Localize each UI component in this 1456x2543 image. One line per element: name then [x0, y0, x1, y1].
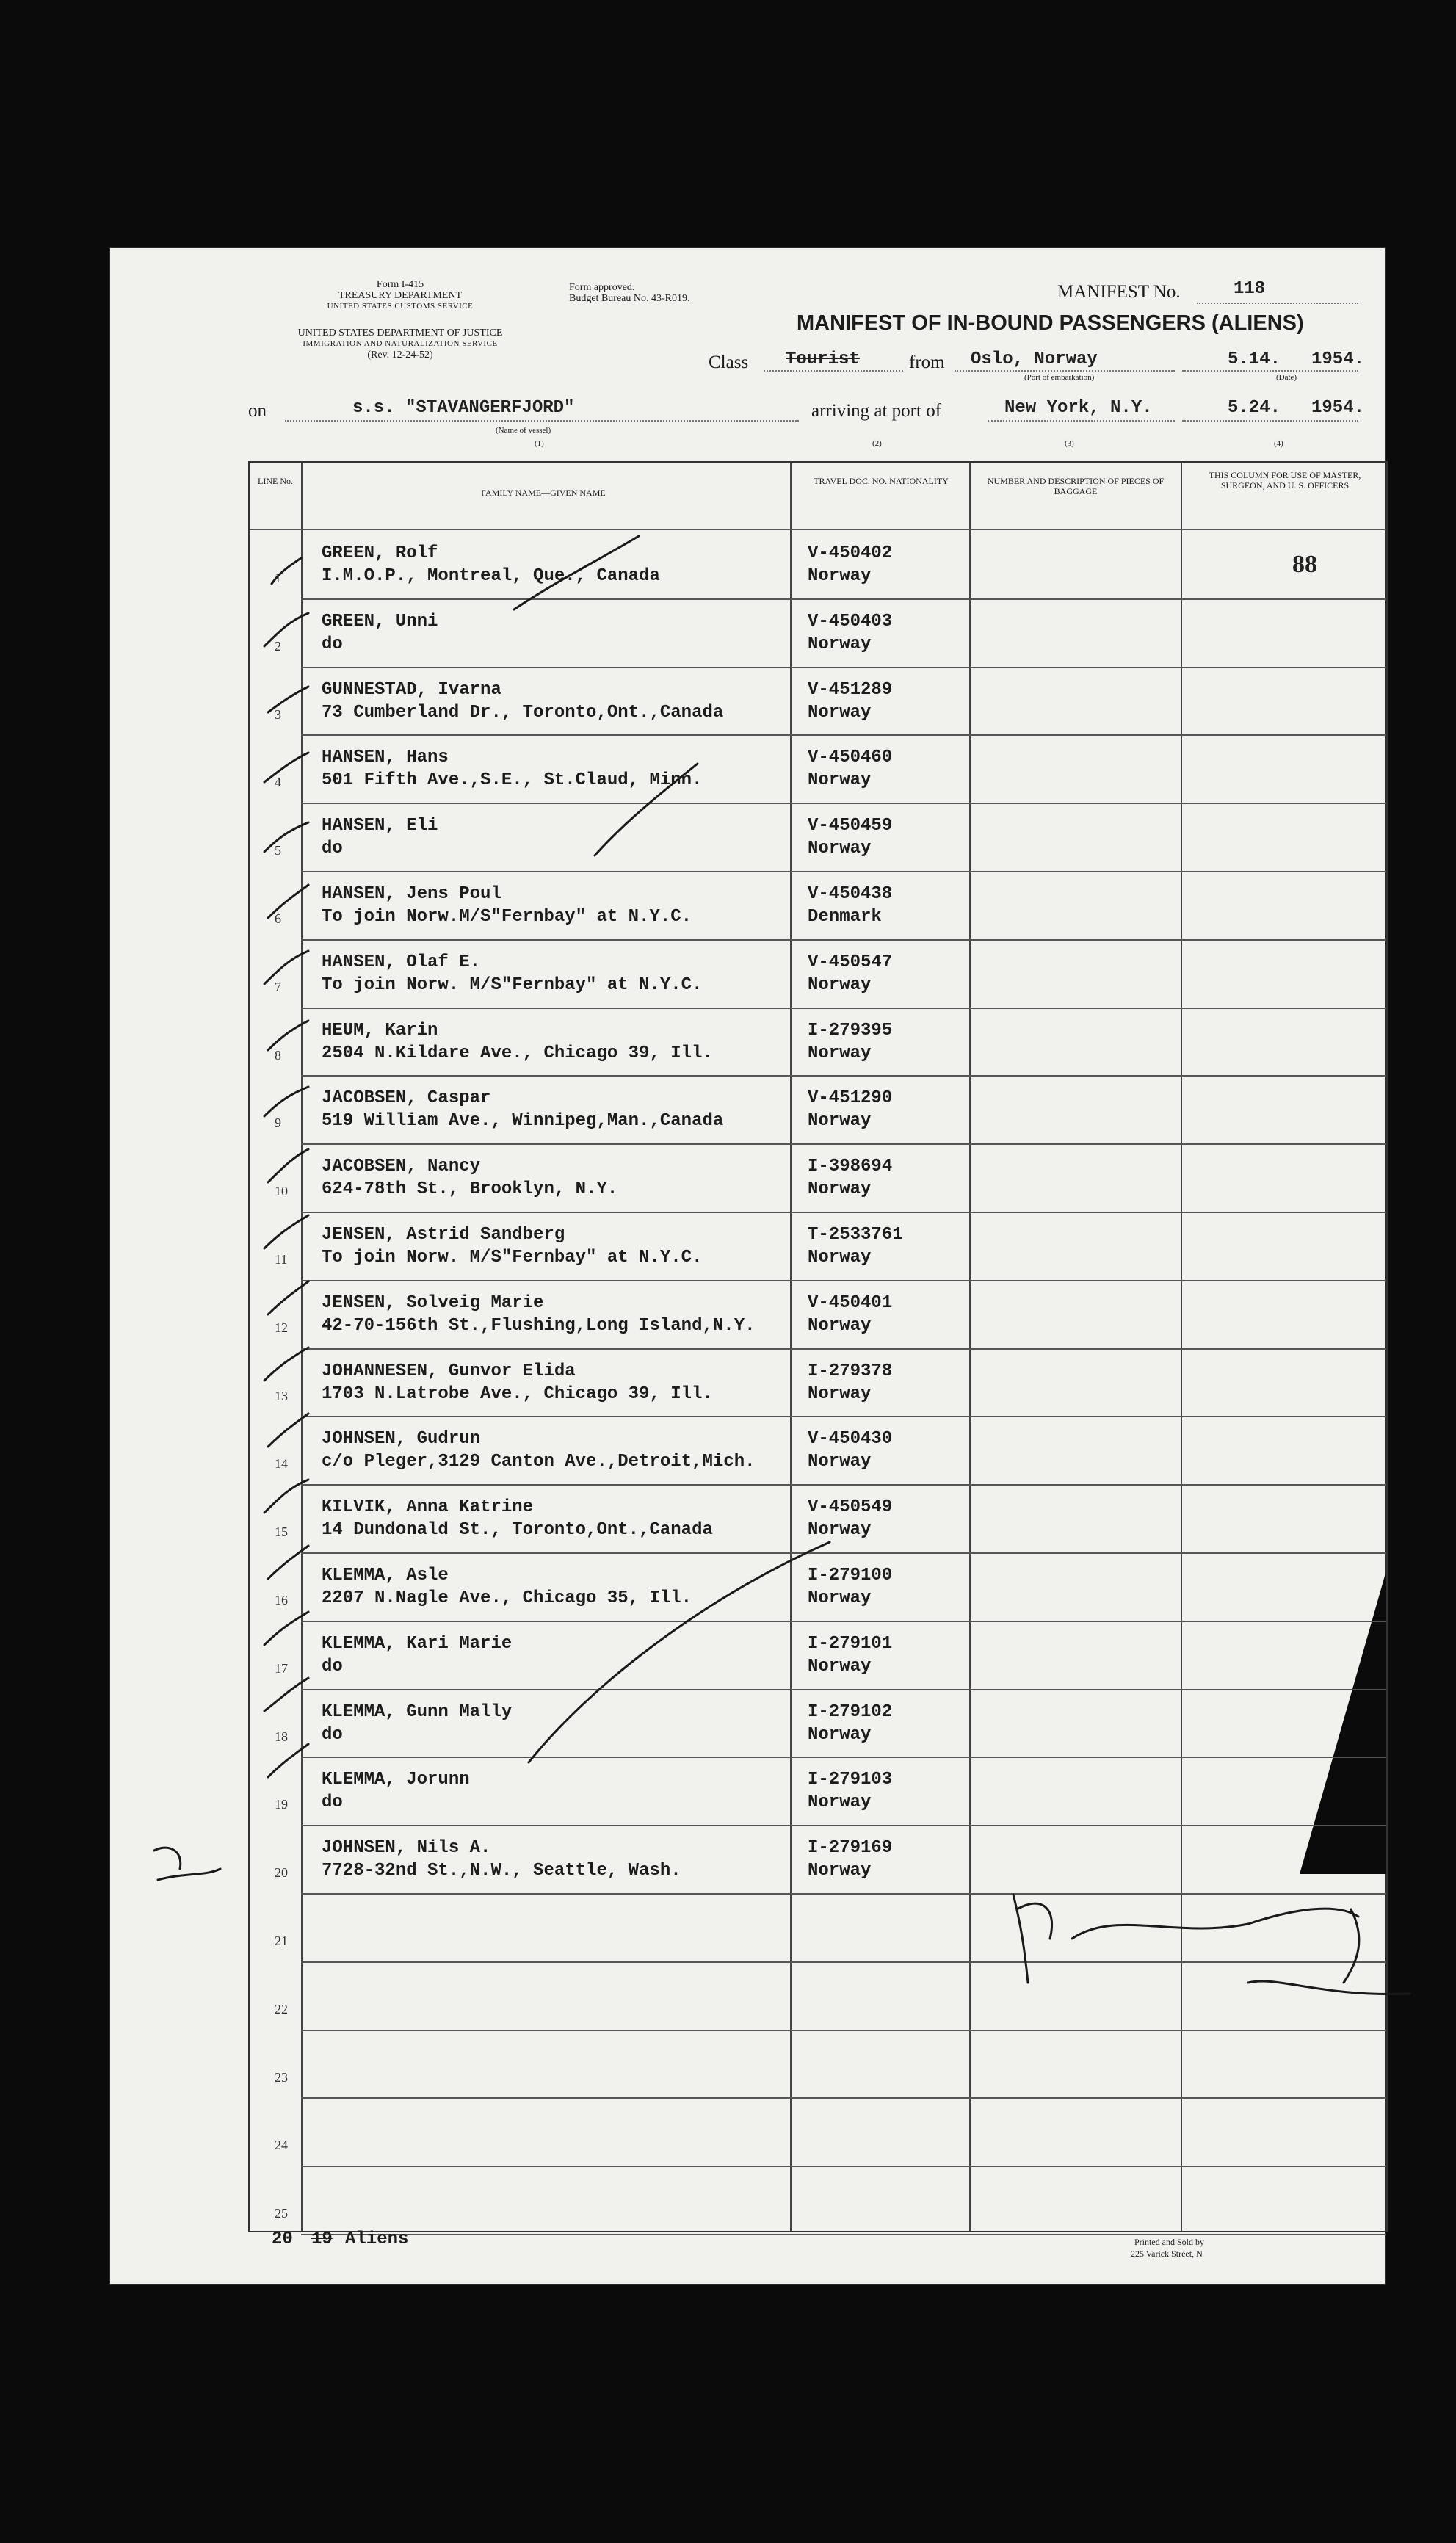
line-number: 16: [275, 1593, 288, 1607]
header-line-no: LINE No.: [258, 476, 293, 486]
nationality: Norway: [808, 702, 872, 723]
checkmark: [268, 1149, 308, 1182]
footer-struck-count: 19: [311, 2229, 333, 2249]
class-value: Tourist: [786, 350, 860, 369]
passenger-address: 42-70-156th St.,Flushing,Long Island,N.Y.: [322, 1315, 756, 1336]
line-number: 23: [275, 2069, 288, 2085]
passenger-address: do: [322, 1793, 343, 1813]
passenger-address: 1703 N.Latrobe Ave., Chicago 39, Ill.: [322, 1383, 713, 1404]
travel-doc-number: V-451290: [808, 1088, 893, 1109]
checkmark: [264, 1348, 308, 1381]
travel-doc-number: V-450430: [808, 1429, 893, 1450]
stroke-mark: [595, 764, 698, 855]
checkmark: [264, 1087, 308, 1116]
nationality: Denmark: [808, 907, 882, 927]
form-rev: (Rev. 12-24-52): [367, 350, 433, 361]
checkmark: [264, 753, 308, 782]
stroke-mark: [529, 1542, 830, 1762]
treasury-dept: TREASURY DEPARTMENT: [338, 290, 463, 301]
vessel-value: s.s. "STAVANGERFJORD": [352, 398, 575, 418]
nationality: Norway: [808, 1793, 872, 1813]
year1-value: 1954.: [1311, 350, 1365, 369]
travel-doc-number: V-450460: [808, 748, 893, 768]
checkmark: [268, 687, 308, 712]
form-number: Form I-415: [376, 279, 424, 290]
passenger-address: 73 Cumberland Dr., Toronto,Ont.,Canada: [322, 702, 724, 723]
nationality: Norway: [808, 1656, 872, 1676]
date1-value: 5.14.: [1228, 350, 1281, 369]
header-baggage: NUMBER AND DESCRIPTION OF PIECES OF BAGGAGE: [987, 476, 1165, 496]
line-number: 18: [275, 1729, 288, 1744]
passenger-name: KLEMMA, Gunn Mally: [322, 1701, 513, 1722]
travel-doc-number: V-450403: [808, 611, 893, 632]
arriving-label: arriving at port of: [811, 401, 942, 421]
port-value: New York, N.Y.: [1004, 398, 1153, 418]
manifest-no-label: MANIFEST No.: [1057, 282, 1181, 302]
passenger-address: do: [322, 634, 343, 654]
passenger-name: KLEMMA, Jorunn: [322, 1770, 470, 1790]
line-number: 5: [275, 843, 281, 858]
margin-note: [154, 1848, 220, 1880]
ins-service: IMMIGRATION AND NATURALIZATION SERVICE: [303, 339, 498, 348]
header-officers: THIS COLUMN FOR USE OF MASTER, SURGEON, AND U. S. OFFICERS: [1209, 470, 1361, 491]
passenger-name: JACOBSEN, Nancy: [322, 1157, 481, 1177]
header-name: FAMILY NAME—GIVEN NAME: [481, 488, 606, 498]
checkmark: [268, 1744, 308, 1777]
checkmark: [264, 1480, 308, 1513]
nationality: Norway: [808, 1588, 872, 1608]
budget-bureau: Budget Bureau No. 43-R019.: [569, 293, 690, 304]
header-doc: TRAVEL DOC. NO. NATIONALITY: [814, 476, 949, 486]
travel-doc-number: V-450459: [808, 816, 893, 836]
passenger-address: 2207 N.Nagle Ave., Chicago 35, Ill.: [322, 1588, 692, 1608]
nationality: Norway: [808, 974, 872, 995]
line-number: 20: [275, 1865, 288, 1881]
checkmark: [268, 1281, 308, 1314]
travel-doc-number: V-450549: [808, 1497, 893, 1518]
travel-doc-number: I-279100: [808, 1566, 893, 1585]
line-number: 15: [275, 1524, 288, 1540]
footer-count: 20: [272, 2229, 293, 2249]
officer-note: 88: [1292, 551, 1317, 578]
line-number: 17: [275, 1660, 288, 1676]
line-number: 3: [275, 706, 281, 722]
travel-doc-number: I-279169: [808, 1838, 893, 1859]
checkmark: [264, 951, 308, 984]
on-label: on: [248, 401, 267, 421]
travel-doc-number: I-279103: [808, 1770, 893, 1790]
customs-service: UNITED STATES CUSTOMS SERVICE: [327, 302, 474, 311]
passenger-address: 7728-32nd St.,N.W., Seattle, Wash.: [322, 1861, 681, 1881]
nationality: Norway: [808, 839, 872, 859]
line-number: 2: [275, 638, 281, 654]
nationality: Norway: [808, 1043, 872, 1063]
passenger-address: c/o Pleger,3129 Canton Ave.,Detroit,Mich.: [322, 1452, 756, 1472]
passenger-name: HANSEN, Olaf E.: [322, 952, 481, 972]
passenger-name: JENSEN, Solveig Marie: [322, 1292, 544, 1313]
stroke-mark: [514, 536, 639, 609]
from-value: Oslo, Norway: [971, 350, 1098, 369]
checkmark: [268, 1546, 308, 1579]
travel-doc-number: I-279395: [808, 1020, 893, 1041]
passenger-name: HANSEN, Eli: [322, 816, 438, 836]
passenger-name: GREEN, Rolf: [322, 543, 438, 563]
signature-underline: [1248, 1981, 1410, 1994]
line-number: 7: [275, 979, 281, 994]
checkmark: [268, 885, 308, 918]
col2-marker: (2): [872, 439, 882, 448]
line-number: 12: [275, 1320, 288, 1335]
printer-imprint-1: Printed and Sold by: [1134, 2237, 1204, 2247]
passenger-name: GUNNESTAD, Ivarna: [322, 679, 501, 700]
justice-dept: UNITED STATES DEPARTMENT OF JUSTICE: [297, 328, 503, 339]
travel-doc-number: T-2533761: [808, 1225, 903, 1245]
line-number: 25: [275, 2206, 288, 2221]
nationality: Norway: [808, 634, 872, 654]
travel-doc-number: V-450401: [808, 1292, 893, 1313]
passenger-name: JACOBSEN, Caspar: [322, 1088, 491, 1109]
passenger-name: KLEMMA, Kari Marie: [322, 1633, 513, 1654]
nationality: Norway: [808, 566, 872, 586]
nationality: Norway: [808, 1315, 872, 1336]
line-number: 14: [275, 1456, 288, 1472]
checkmark: [264, 1678, 308, 1711]
checkmark: [264, 1612, 308, 1645]
passenger-address: 519 William Ave., Winnipeg,Man.,Canada: [322, 1111, 724, 1132]
checkmark: [264, 1215, 308, 1248]
col1-marker: (1): [535, 439, 544, 448]
passenger-address: To join Norw. M/S"Fernbay" at N.Y.C.: [322, 1248, 703, 1267]
year2-value: 1954.: [1311, 398, 1365, 418]
footer-aliens: Aliens: [345, 2229, 409, 2249]
passenger-address: To join Norw. M/S"Fernbay" at N.Y.C.: [322, 974, 703, 995]
checkmark: [264, 822, 308, 852]
nationality: Norway: [808, 1248, 872, 1267]
line-number: 1: [275, 571, 281, 585]
passenger-name: GREEN, Unni: [322, 611, 438, 632]
line-number: 21: [275, 1934, 288, 1948]
passenger-address: do: [322, 839, 343, 859]
line-number: 8: [275, 1047, 281, 1063]
travel-doc-number: I-398694: [808, 1157, 893, 1177]
vessel-sublabel: (Name of vessel): [496, 426, 551, 435]
line-number: 6: [275, 911, 281, 926]
line-number: 11: [275, 1252, 288, 1267]
passenger-name: HANSEN, Jens Poul: [322, 884, 501, 904]
passenger-name: KLEMMA, Asle: [322, 1566, 449, 1585]
travel-doc-number: I-279102: [808, 1701, 893, 1722]
line-number: 4: [275, 775, 281, 790]
nationality: Norway: [808, 1111, 872, 1132]
line-number: 9: [275, 1115, 281, 1131]
passenger-address: To join Norw.M/S"Fernbay" at N.Y.C.: [322, 907, 692, 927]
passenger-address: 2504 N.Kildare Ave., Chicago 39, Ill.: [322, 1043, 713, 1063]
date2-value: 5.24.: [1228, 398, 1281, 418]
col4-marker: (4): [1274, 439, 1283, 448]
passenger-name: JOHNSEN, Nils A.: [322, 1838, 491, 1859]
nationality: Norway: [808, 1179, 872, 1200]
from-label: from: [909, 352, 945, 372]
printer-imprint-2: 225 Varick Street, N: [1131, 2249, 1203, 2259]
nationality: Norway: [808, 1520, 872, 1541]
passenger-address: 14 Dundonald St., Toronto,Ont.,Canada: [322, 1520, 713, 1541]
travel-doc-number: I-279101: [808, 1633, 893, 1654]
passenger-address: 624-78th St., Brooklyn, N.Y.: [322, 1179, 618, 1200]
passenger-name: JENSEN, Astrid Sandberg: [322, 1225, 565, 1245]
col3-marker: (3): [1065, 439, 1074, 448]
nationality: Norway: [808, 770, 872, 791]
passenger-name: KILVIK, Anna Katrine: [322, 1497, 534, 1518]
embark-sublabel: (Port of embarkation): [1024, 373, 1095, 382]
signature: [1013, 1895, 1359, 1983]
line-number: 10: [275, 1184, 288, 1199]
checkmark: [268, 1414, 308, 1447]
travel-doc-number: V-450402: [808, 543, 893, 563]
travel-doc-number: V-450547: [808, 952, 893, 972]
line-number: 13: [275, 1388, 288, 1403]
passenger-name: HANSEN, Hans: [322, 748, 449, 768]
date-sublabel: (Date): [1276, 373, 1297, 382]
nationality: Norway: [808, 1724, 872, 1745]
travel-doc-number: V-450438: [808, 884, 893, 904]
form-approved: Form approved.: [569, 282, 635, 293]
nationality: Norway: [808, 1861, 872, 1881]
nationality: Norway: [808, 1452, 872, 1472]
passenger-address: do: [322, 1656, 343, 1676]
passenger-name: JOHNSEN, Gudrun: [322, 1429, 481, 1450]
passenger-address: do: [322, 1724, 343, 1745]
line-number: 24: [275, 2138, 288, 2153]
checkmark: [272, 558, 301, 584]
travel-doc-number: I-279378: [808, 1361, 893, 1381]
passenger-address: 501 Fifth Ave.,S.E., St.Claud, Minn.: [322, 770, 703, 791]
line-number: 22: [275, 2001, 288, 2016]
travel-doc-number: V-451289: [808, 679, 893, 700]
nationality: Norway: [808, 1383, 872, 1404]
passenger-name: JOHANNESEN, Gunvor Elida: [322, 1361, 576, 1381]
manifest-no-value: 118: [1234, 279, 1266, 299]
line-number: 19: [275, 1797, 288, 1812]
passenger-address: I.M.O.P., Montreal, Que., Canada: [322, 566, 660, 586]
checkmark: [264, 613, 308, 646]
passenger-name: HEUM, Karin: [322, 1020, 438, 1041]
class-label: Class: [709, 352, 749, 372]
checkmark: [268, 1021, 308, 1050]
manifest-title: MANIFEST OF IN-BOUND PASSENGERS (ALIENS): [797, 311, 1304, 335]
